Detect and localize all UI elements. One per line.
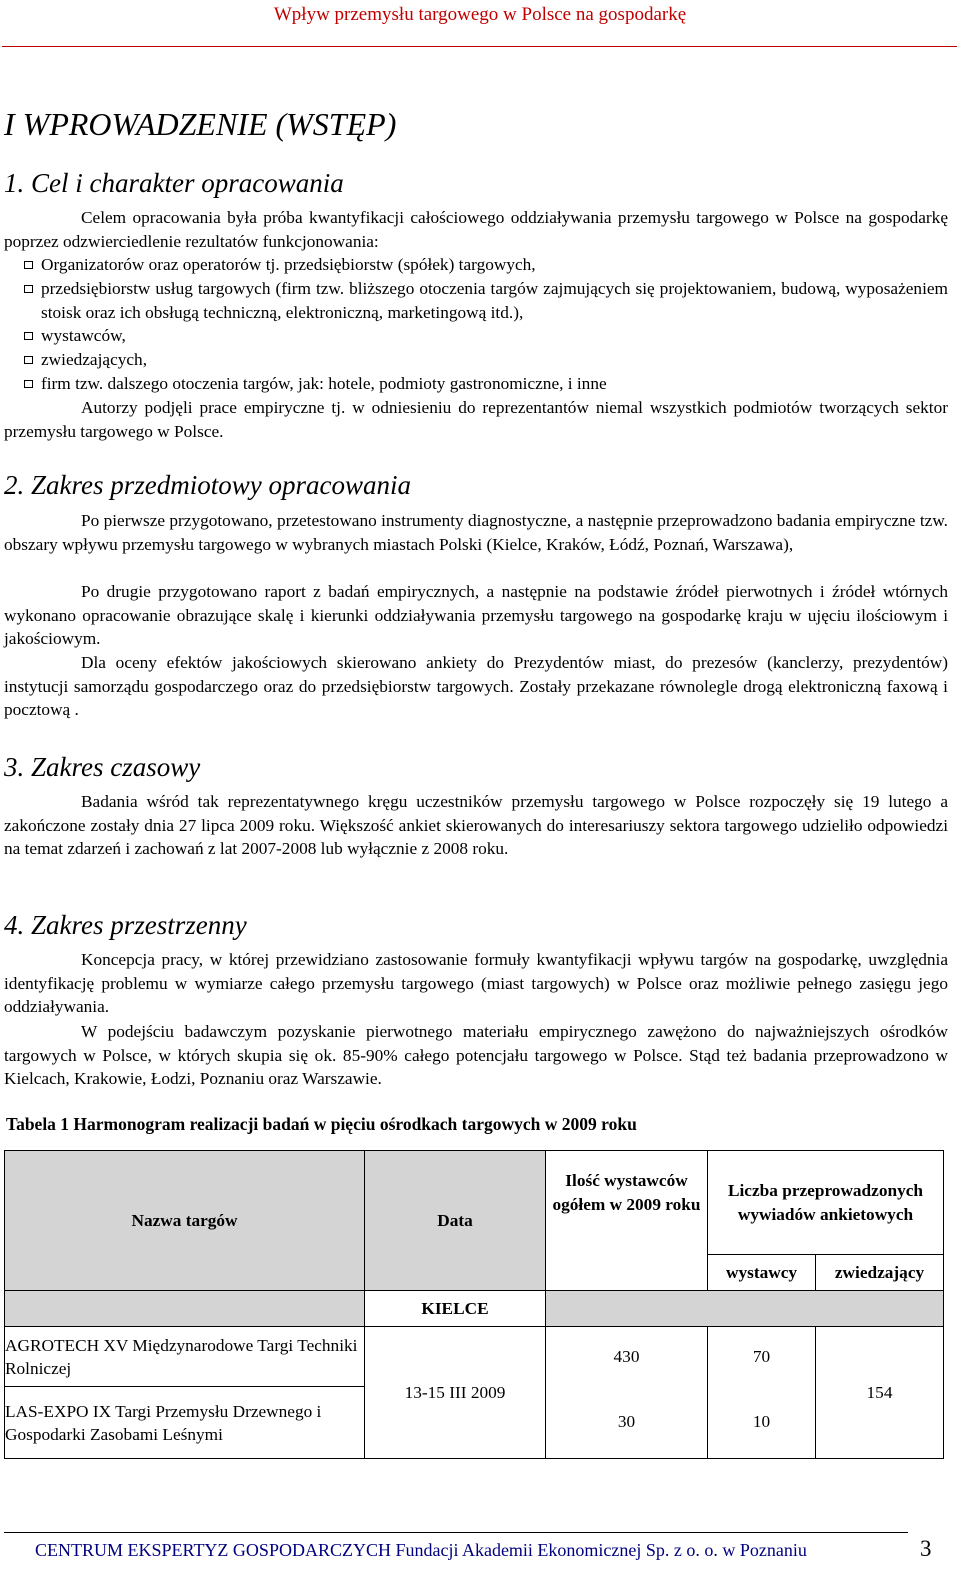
header-divider [2,46,957,47]
city-row-left [5,1291,365,1327]
section2-heading: 2. Zakres przedmiotowy opracowania [4,470,411,500]
table-caption: Tabela 1 Harmonogram realizacji badań w pięciu ośrodkach targowych w 2009 roku [6,1114,637,1134]
square-bullet-icon [24,332,33,340]
section2-paragraph-1: Po pierwsze przygotowano, przetestowano instrumenty diagnostyczne, a następnie przeprowadzono badania empiryczne tzw. obszary wpływu przemysłu targowego w wybranych miastach Polski (Kielce, Kraków, Łódź, Poznań, Warszawa), [4,511,948,554]
section2-paragraph-3: Dla oceny efektów jakościowych skierowano ankiety do Prezydentów miast, do prezesów (kanclerzy, prezydentów) instytucji samorządu gospodarczego oraz do przedsiębiorstw targowych. Zostały przekazane równolegle drogą elektroniczną faxową i pocztową . [4,653,948,719]
header-exhibitors-total: Ilość wystawców ogółem w 2009 roku [546,1151,708,1291]
header-visitors: zwiedzający [816,1255,944,1291]
row-1-exhibitors: 70 [708,1327,816,1387]
schedule-table [4,1150,944,1459]
row-2-total: 30 [546,1387,708,1459]
main-heading: I WPROWADZENIE (WSTĘP) [4,106,397,142]
section1-closing: Autorzy podjęli prace empiryczne tj. w odniesieniu do reprezentantów niemal wszystkich podmiotów tworzących sektor przemysłu targowego w Polsce. [4,398,948,441]
city-name: KIELCE [365,1291,546,1327]
square-bullet-icon [24,356,33,364]
section4-heading: 4. Zakres przestrzenny [4,910,247,940]
square-bullet-icon [24,285,33,293]
header-interviews: Liczba przeprowadzonych wywiadów ankietowych [708,1151,944,1255]
section3-heading: 3. Zakres czasowy [4,752,201,782]
row-1-name: AGROTECH XV Międzynarodowe Targi Techniki Rolniczej [5,1327,365,1387]
row-2-exhibitors: 10 [708,1387,816,1459]
page-number: 3 [920,1536,932,1561]
section4-paragraph-1: Koncepcja pracy, w której przewidziano zastosowanie formuły kwantyfikacji wpływu targów na gospodarkę, uwzględnia identyfikację problemu w wymiarze całego przemysłu targowego (miast targowych) w Polsce oraz możliwie pełnego zasięgu jego oddziaływania. [4,950,948,1016]
header-exhibitors: wystawcy [708,1255,816,1291]
shared-date: 13-15 III 2009 [365,1327,546,1459]
section3-paragraph: Badania wśród tak reprezentatywnego kręgu uczestników przemysłu targowego w Polsce rozpoczęły się 19 lutego a zakończone zostały dnia 27 lipca 2009 roku. Większość ankiet skierowanych do interesariuszy sektora targowego udzieliło odpowiedzi na temat zdarzeń i zachowań z lat 2007-2008 lub wyłącznie z 2008 roku. [4,792,948,858]
footer-divider [4,1532,908,1533]
header-name: Nazwa targów [5,1151,365,1291]
section2-paragraph-2: Po drugie przygotowano raport z badań empirycznych, a następnie na podstawie źródeł pierwotnych i źródeł wtórnych wykonano opracowanie obrazujące skalę i kierunki oddziaływania przemysłu targowego na gospodarkę kraju w ujęciu ilościowym i jakościowym. [4,582,948,648]
row-2-name: LAS-EXPO IX Targi Przemysłu Drzewnego i Gospodarki Zasobami Leśnymi [5,1387,365,1459]
square-bullet-icon [24,380,33,388]
square-bullet-icon [24,261,33,269]
shared-visitors: 154 [816,1327,944,1459]
section1-heading: 1. Cel i charakter opracowania [4,168,344,198]
section4-paragraph-2: W podejściu badawczym pozyskanie pierwotnego materiału empirycznego zawężono do najważniejszych ośrodków targowych w Polsce, w których skupia się ok. 85-90% całego potencjału targowego w Polsce. Stąd też badania przeprowadzono w Kielcach, Krakowie, Łodzi, Poznaniu oraz Warszawie. [4,1022,948,1088]
header-date: Data [365,1151,546,1291]
section1-intro: Celem opracowania była próba kwantyfikacji całościowego oddziaływania przemysłu targowego w Polsce na gospodarkę poprzez odzwierciedlenie rezultatów funkcjonowania: [4,208,948,251]
row-1-total: 430 [546,1327,708,1387]
footer-text: CENTRUM EKSPERTYZ GOSPODARCZYCH Fundacji Akademii Ekonomicznej Sp. z o. o. w Poznaniu [35,1540,807,1560]
city-row-right [546,1291,944,1327]
page-header-title: Wpływ przemysłu targowego w Polsce na gospodarkę [273,4,687,25]
